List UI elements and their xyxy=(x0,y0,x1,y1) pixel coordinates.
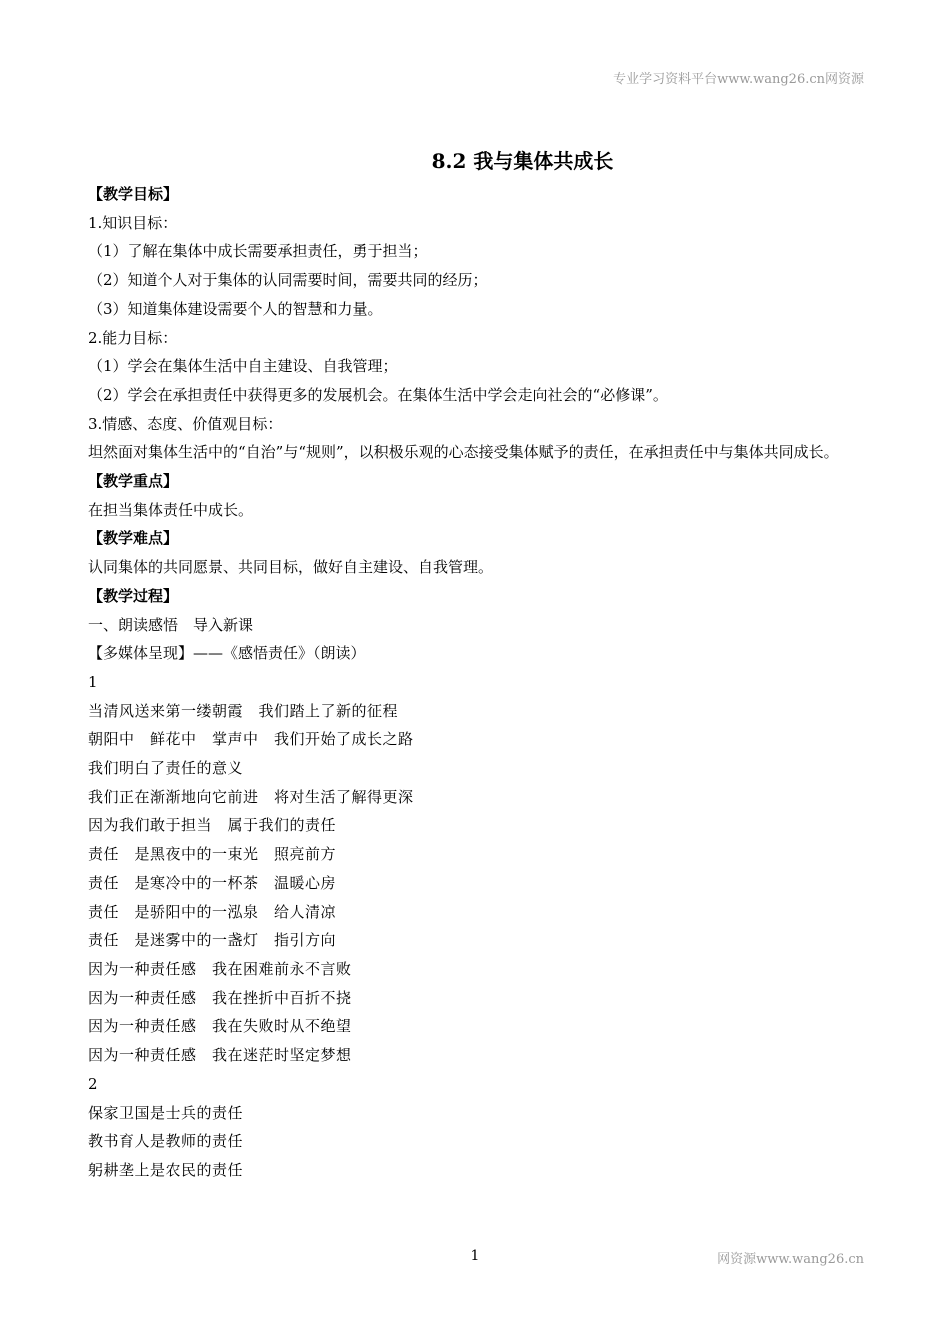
poem-line: 因为一种责任感 我在失败时从不绝望 xyxy=(88,1017,352,1036)
text-line: 3.情感、态度、价值观目标： xyxy=(88,414,283,433)
page-number: 1 xyxy=(470,1248,480,1264)
text-line: 在担当集体责任中成长。 xyxy=(88,500,254,519)
poem-line: 教书育人是教师的责任 xyxy=(88,1132,244,1151)
text-line: （3）知道集体建设需要个人的智慧和力量。 xyxy=(88,299,383,318)
section-heading: 【教学难点】 xyxy=(88,529,179,548)
poem-line: 2 xyxy=(88,1074,99,1093)
text-line: （1）了解在集体中成长需要承担责任，勇于担当； xyxy=(88,242,428,261)
text-line: 【多媒体呈现】——《感悟责任》（朗读） xyxy=(88,644,366,663)
poem-line: 责任 是寒冷中的一杯茶 温暖心房 xyxy=(88,873,337,892)
text-line: （2）学会在承担责任中获得更多的发展机会。在集体生活中学会走向社会的“必修课”。 xyxy=(88,385,668,404)
poem-line: 因为一种责任感 我在困难前永不言败 xyxy=(88,959,352,978)
section-heading: 【教学过程】 xyxy=(88,586,179,605)
text-line: （1）学会在集体生活中自主建设、自我管理； xyxy=(88,357,398,376)
section-heading: 【教学重点】 xyxy=(88,472,179,491)
section-heading: 【教学目标】 xyxy=(88,185,179,203)
text-line: 2.能力目标： xyxy=(88,328,178,347)
header-source: 专业学习资料平台www.wang26.cn网资源 xyxy=(613,72,864,87)
text-line: 一、朗读感悟 导入新课 xyxy=(88,615,254,634)
footer-source: 网资源www.wang26.cn xyxy=(717,1252,864,1267)
poem-line: 躬耕垄上是农民的责任 xyxy=(88,1160,244,1179)
page-title: 8.2 我与集体共成长 xyxy=(431,149,614,173)
text-line: 坦然面对集体生活中的“自治”与“规则”，以积极乐观的心态接受集体赋予的责任，在承担责任中与集体共同成长。 xyxy=(88,443,839,462)
poem-line: 责任 是骄阳中的一泓泉 给人清凉 xyxy=(88,902,337,921)
text-line: 认同集体的共同愿景、共同目标，做好自主建设、自我管理。 xyxy=(88,558,494,577)
poem-line: 我们明白了责任的意义 xyxy=(88,759,244,778)
poem-line: 因为我们敢于担当 属于我们的责任 xyxy=(88,816,337,835)
poem-line: 我们正在渐渐地向它前进 将对生活了解得更深 xyxy=(88,787,414,806)
poem-line: 责任 是黑夜中的一束光 照亮前方 xyxy=(88,845,337,864)
text-line: （2）知道个人对于集体的认同需要时间，需要共同的经历； xyxy=(88,271,488,290)
poem-line: 1 xyxy=(88,672,99,691)
poem-line: 因为一种责任感 我在挫折中百折不挠 xyxy=(88,988,352,1007)
poem-line: 保家卫国是士兵的责任 xyxy=(88,1103,244,1122)
poem-line: 责任 是迷雾中的一盏灯 指引方向 xyxy=(88,931,337,950)
text-line: 1.知识目标： xyxy=(88,213,178,232)
poem-line: 朝阳中 鲜花中 掌声中 我们开始了成长之路 xyxy=(88,730,414,749)
poem-line: 当清风送来第一缕朝霞 我们踏上了新的征程 xyxy=(88,701,399,720)
poem-line: 因为一种责任感 我在迷茫时坚定梦想 xyxy=(88,1046,352,1065)
document-body xyxy=(88,180,868,1185)
